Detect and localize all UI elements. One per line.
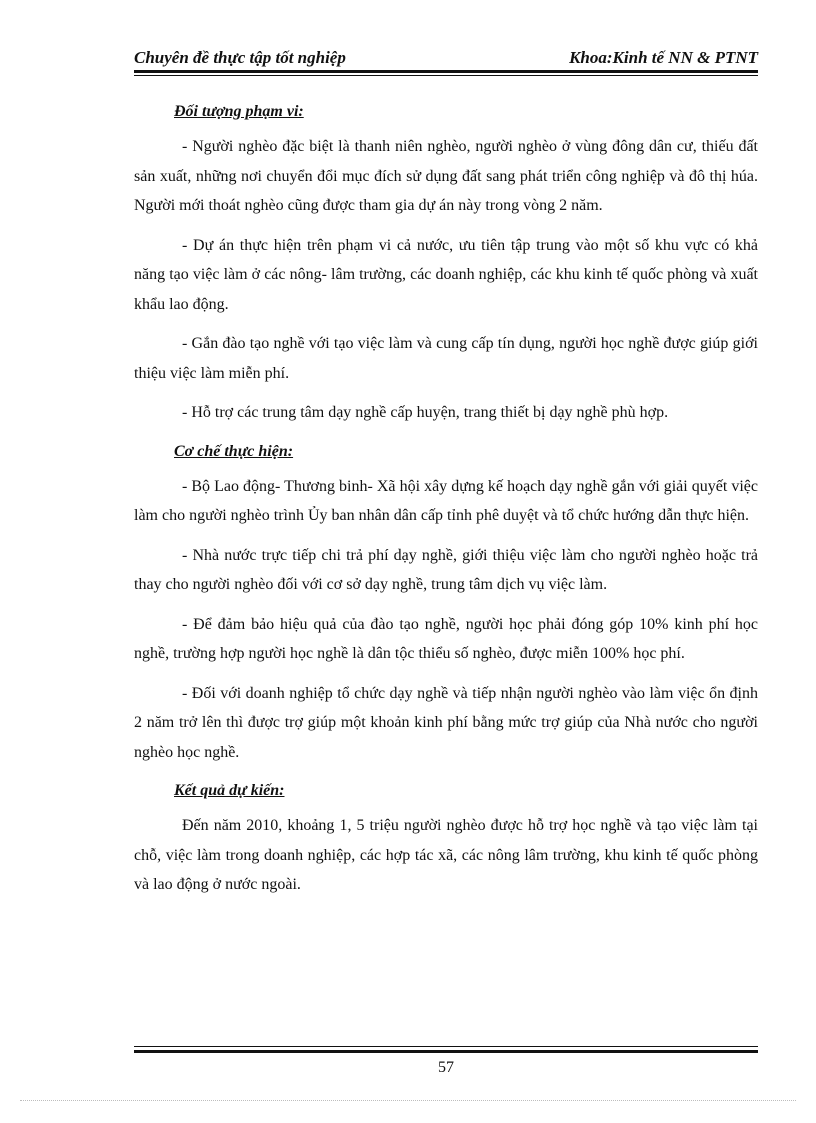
header-left-title: Chuyên đề thực tập tốt nghiệp bbox=[134, 48, 346, 67]
paragraph: - Người nghèo đặc biệt là thanh niên nghèo, người nghèo ở vùng đông dân cư, thiếu đất sản xuất, những nơi chuyển đổi mục đích sử dụng đất sang phát triển công nghiệp và đô thị húa. Người mới thoát nghèo cũng được tham gia dự án này trong vòng 2 năm. bbox=[134, 138, 758, 214]
page-header bbox=[134, 46, 758, 70]
paragraph: - Bộ Lao động- Thương binh- Xã hội xây dựng kế hoạch dạy nghề gắn với giải quyết việc làm cho người nghèo trình Ủy ban nhân dân cấp tỉnh phê duyệt và tổ chức hướng dẫn thực hiện. bbox=[134, 477, 758, 524]
section-heading-mechanism: Cơ chế thực hiện: bbox=[174, 442, 294, 460]
header-rule-thick bbox=[134, 70, 758, 73]
header-right-faculty: Khoa:Kinh tế NN & PTNT bbox=[569, 48, 758, 67]
paragraph: - Nhà nước trực tiếp chi trả phí dạy nghề, giới thiệu việc làm cho người nghèo hoặc trả thay cho người nghèo đối với cơ sở dạy nghề, trung tâm dịch vụ việc làm. bbox=[134, 546, 758, 593]
page-body bbox=[134, 98, 758, 910]
paragraph: - Dự án thực hiện trên phạm vi cả nước, ưu tiên tập trung vào một số khu vực có khả năng tạo việc làm ở các nông- lâm trường, các doanh nghiệp, các khu kinh tế quốc phòng và xuất khẩu lao động. bbox=[134, 236, 758, 313]
paragraph: - Hỗ trợ các trung tâm dạy nghề cấp huyện, trang thiết bị dạy nghề phù hợp. bbox=[182, 404, 669, 421]
footer-rule-thin bbox=[134, 1046, 758, 1047]
section-heading-expected-results: Kết quả dự kiến: bbox=[174, 782, 285, 799]
section-heading-scope: Đối tượng phạm vi: bbox=[174, 103, 304, 120]
paragraph: - Để đảm bảo hiệu quả của đào tạo nghề, người học phải đóng góp 10% kinh phí học nghề, trường hợp người học nghề là dân tộc thiểu số nghèo, được miễn 100% học phí. bbox=[134, 615, 758, 662]
footer-rule-thick bbox=[134, 1050, 758, 1053]
paragraph: Đến năm 2010, khoảng 1, 5 triệu người nghèo được hỗ trợ học nghề và tạo việc làm tại chỗ, việc làm trong doanh nghiệp, các hợp tác xã, các nông lâm trường, khu kinh tế quốc phòng và lao động ở nước ngoài. bbox=[134, 817, 758, 893]
paragraph: - Đối với doanh nghiệp tổ chức dạy nghề và tiếp nhận người nghèo vào làm việc ổn định 2 năm trở lên thì được trợ giúp một khoản kinh phí bằng mức trợ giúp của Nhà nước cho người nghèo học nghề. bbox=[134, 684, 758, 761]
page-bottom-divider bbox=[20, 1100, 796, 1101]
page-number: 57 bbox=[438, 1059, 454, 1076]
header-rule-thin bbox=[134, 75, 758, 76]
paragraph: - Gắn đào tạo nghề với tạo việc làm và cung cấp tín dụng, người học nghề được giúp giới thiệu việc làm miễn phí. bbox=[134, 335, 758, 382]
